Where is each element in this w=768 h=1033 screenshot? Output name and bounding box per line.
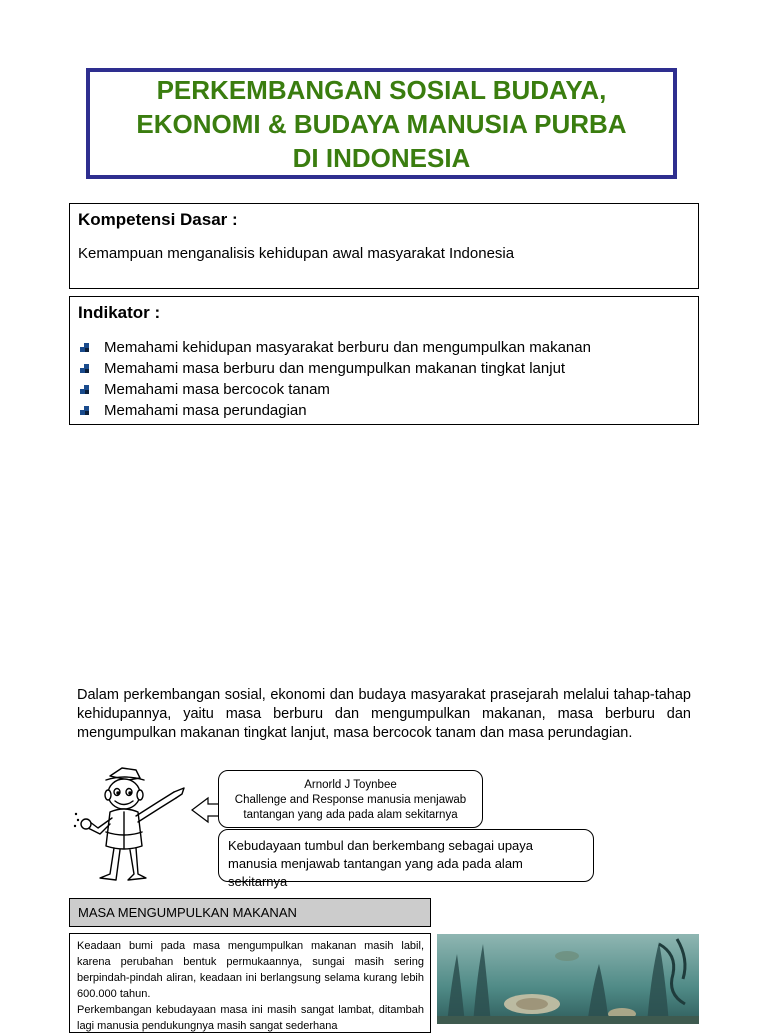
kompetensi-heading: Kompetensi Dasar : <box>78 210 238 229</box>
callout-line: tantangan yang ada pada alam sekitarnya <box>243 809 458 821</box>
toynbee-callout <box>218 770 483 828</box>
indikator-item <box>80 379 591 400</box>
kompetensi-text: Kemampuan menganalisis kehidupan awal masyarakat Indonesia <box>78 245 515 262</box>
indikator-box <box>69 296 699 425</box>
kebudayaan-callout: Kebudayaan tumbul dan berkembang sebagai upaya manusia menjawab tantangan yang ada pada alam sekitarnya <box>218 829 594 882</box>
indikator-heading: Indikator : <box>78 303 161 322</box>
callout-line: Challenge and Response manusia menjawab <box>234 794 467 806</box>
indikator-item-text: Memahami masa berburu dan mengumpulkan makanan tingkat lanjut <box>104 360 566 377</box>
section-paragraph: Keadaan bumi pada masa mengumpulkan makanan masih labil, karena perubahan bentuk permukaannya, sungai masih sering berpindah-pindah aliran, keadaan ini berlangsung selama kurang lebih 600.000 tahun. <box>77 940 424 1000</box>
bullet-square-icon <box>80 385 89 394</box>
title-line-3: DI INDONESIA <box>292 142 471 173</box>
title-line-2: EKONOMI & BUDAYA MANUSIA PURBA <box>136 108 627 139</box>
kompetensi-box <box>69 203 699 289</box>
indikator-item-text: Memahami masa bercocok tanam <box>104 381 330 398</box>
indikator-item <box>80 358 591 379</box>
section-paragraph: Perkembangan kebudayaan masa ini masih sangat lambat, ditambah lagi manusia pendukungnya masih sangat sederhana <box>77 1004 424 1032</box>
section-heading: MASA MENGUMPULKAN MAKANAN <box>69 898 431 927</box>
indikator-item-text: Memahami kehidupan masyarakat berburu dan mengumpulkan makanan <box>104 339 591 356</box>
indikator-list <box>80 337 591 421</box>
bullet-square-icon <box>80 343 89 352</box>
indikator-item <box>80 400 591 421</box>
section-body <box>69 933 431 1033</box>
intro-paragraph: Dalam perkembangan sosial, ekonomi dan budaya masyarakat prasejarah melalui tahap-tahap kehidupannya, yaitu masa berburu dan mengumpulkan makanan, masa berburu dan mengumpulkan makanan tingkat lanjut, masa bercocok tanam dan masa perundagian. <box>77 687 691 741</box>
title-line-1: PERKEMBANGAN SOSIAL BUDAYA, <box>156 74 607 105</box>
bullet-square-icon <box>80 406 89 415</box>
cartoon-character-illustration <box>70 762 188 887</box>
prehistoric-sea-illustration <box>437 934 699 1024</box>
indikator-item <box>80 337 591 358</box>
bullet-square-icon <box>80 364 89 373</box>
title-box <box>86 68 677 179</box>
callout-author: Arnorld J Toynbee <box>304 779 397 791</box>
indikator-item-text: Memahami masa perundagian <box>104 402 307 419</box>
page-title <box>136 73 626 175</box>
